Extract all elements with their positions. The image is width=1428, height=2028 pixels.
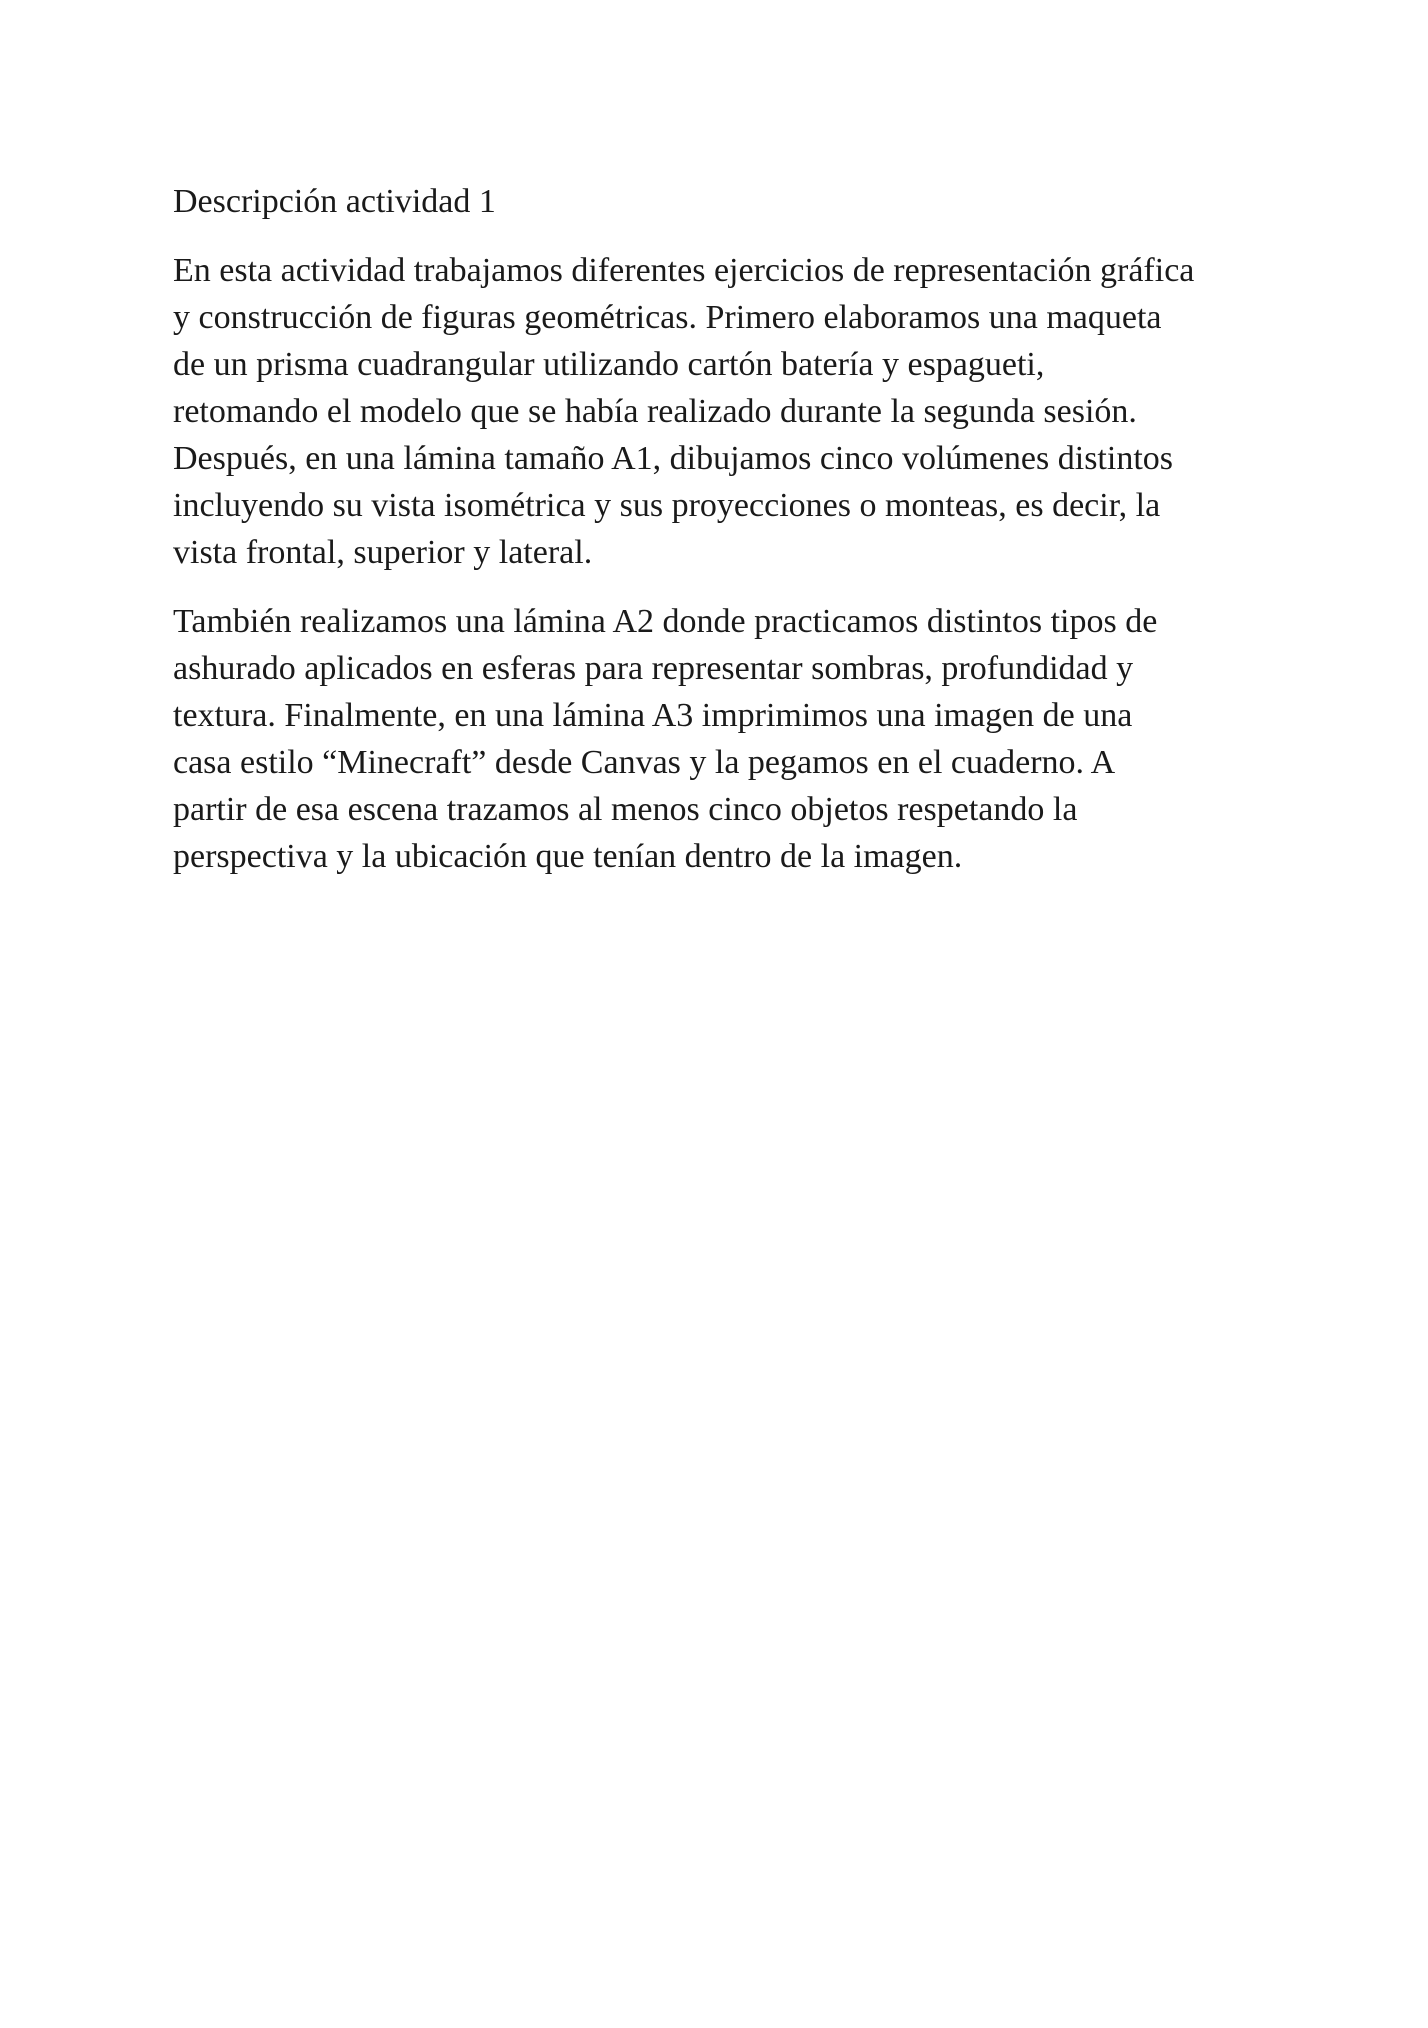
paragraph-line: de un prisma cuadrangular utilizando cartón batería y espagueti, — [173, 346, 1045, 383]
document-title: Descripción actividad 1 — [173, 183, 496, 220]
paragraph-line: retomando el modelo que se había realizado durante la segunda sesión. — [173, 393, 1137, 430]
document-content — [173, 178, 1293, 902]
paragraph-line: partir de esa escena trazamos al menos cinco objetos respetando la — [173, 791, 1078, 828]
paragraph-line: ashurado aplicados en esferas para representar sombras, profundidad y — [173, 650, 1134, 687]
paragraph-line: textura. Finalmente, en una lámina A3 imprimimos una imagen de una — [173, 697, 1133, 734]
paragraph-line: En esta actividad trabajamos diferentes ejercicios de representación gráfica — [173, 252, 1195, 289]
paragraph-line: Después, en una lámina tamaño A1, dibujamos cinco volúmenes distintos — [173, 440, 1173, 477]
paragraph-line: vista frontal, superior y lateral. — [173, 534, 593, 571]
paragraph-line: También realizamos una lámina A2 donde practicamos distintos tipos de — [173, 603, 1158, 640]
paragraph-line: y construcción de figuras geométricas. Primero elaboramos una maqueta — [173, 299, 1162, 336]
paragraph-line: casa estilo “Minecraft” desde Canvas y la pegamos en el cuaderno. A — [173, 744, 1116, 781]
paragraph-line: incluyendo su vista isométrica y sus proyecciones o monteas, es decir, la — [173, 487, 1161, 524]
paragraph-2 — [173, 598, 1293, 880]
paragraph-1 — [173, 247, 1293, 576]
paragraph-line: perspectiva y la ubicación que tenían dentro de la imagen. — [173, 838, 963, 875]
